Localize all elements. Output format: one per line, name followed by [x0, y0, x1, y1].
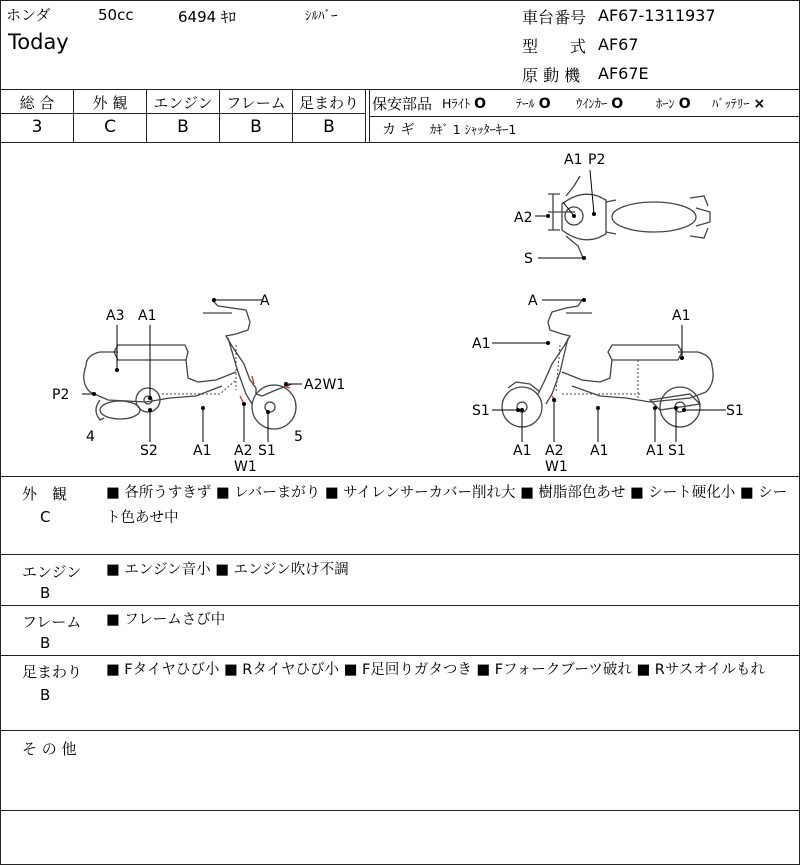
color: ｼﾙﾊﾞｰ — [305, 9, 338, 24]
maker: ホンダ — [6, 6, 51, 24]
diagram-label: A2W1 — [304, 377, 346, 393]
safety-item-horn — [656, 94, 691, 112]
grade-label-exterior: 外 観 — [92, 94, 128, 112]
diagram-label: A1 — [513, 443, 532, 459]
grade-value-suspension: B — [323, 117, 335, 137]
diagram-label: A1 — [138, 308, 157, 324]
diagram-label: S2 — [140, 443, 158, 459]
safety-item-mark: O — [611, 96, 624, 112]
grade-value-engine: B — [177, 117, 189, 137]
safety-item-headlight — [442, 94, 486, 112]
key-label: カ ギ — [382, 122, 415, 138]
damage-mark — [240, 376, 254, 404]
diagram-label: A1 — [672, 308, 691, 324]
section-label-other: そ の 他 — [22, 740, 77, 758]
safety-label: 保安部品 — [372, 95, 433, 113]
mileage: 6494 ｷﾛ — [178, 8, 236, 26]
displacement: 50cc — [98, 6, 134, 24]
diagram-label: A1 — [193, 443, 212, 459]
grade-label-suspension: 足まわり — [298, 94, 359, 112]
diagram-label: A1 — [590, 443, 609, 459]
diagram-label: P2 — [52, 387, 70, 403]
safety-item-mark: O — [538, 96, 551, 112]
safety-item-mark: × — [753, 96, 766, 112]
safety-item-tail — [516, 94, 551, 112]
diagram-label: S — [524, 251, 533, 267]
model-name: Today — [8, 30, 69, 54]
grade-value-frame: B — [250, 117, 262, 137]
safety-item-name: Hﾗｲﾄ — [442, 96, 471, 111]
diagram-label: A2 — [514, 210, 533, 226]
section-grade-suspension: B — [40, 686, 51, 704]
section-grade-engine: B — [40, 584, 51, 602]
diagram-label: A2 — [545, 443, 564, 459]
section-label-engine: エンジン — [22, 563, 82, 581]
diagram-label: A — [528, 293, 538, 309]
section-grade-exterior: C — [40, 508, 51, 526]
safety-item-name: ﾊﾞｯﾃﾘｰ — [712, 96, 750, 111]
engine-code: AF67E — [598, 64, 649, 83]
diagram-label: S1 — [472, 403, 490, 419]
diagram-label: W1 — [234, 459, 257, 475]
safety-item-mark: O — [474, 96, 487, 112]
section-text-suspension: ■ Fタイヤひび小 ■ Rタイヤひび小 ■ F足回りガタつき ■ Fフォークブーツ破れ ■ Rサスオイルもれ — [106, 662, 766, 678]
damage-diagram — [0, 143, 800, 476]
section-label-frame: フレーム — [22, 613, 82, 631]
section-label-suspension: 足まわり — [22, 663, 83, 681]
diagram-label: 5 — [294, 429, 303, 445]
diagram-label: A1 — [564, 152, 583, 168]
engine-label: 原 動 機 — [522, 66, 581, 85]
safety-item-winker — [576, 94, 623, 112]
safety-item-name: ｳｲﾝｶｰ — [576, 96, 608, 111]
safety-item-name: ﾎｰﾝ — [656, 96, 675, 111]
top-view-scooter — [548, 176, 710, 260]
safety-item-mark: O — [678, 96, 691, 112]
grade-label-overall: 総 合 — [19, 94, 55, 112]
diagram-label: P2 — [588, 152, 606, 168]
diagram-label: A1 — [646, 443, 665, 459]
diagram-label: A2 — [234, 443, 253, 459]
grade-value-overall: 3 — [31, 117, 43, 137]
key-value: ｶｷﾞ 1 ｼｬｯﾀｰｷｰ1 — [430, 122, 517, 137]
diagram-label: W1 — [545, 459, 568, 475]
model-code: AF67 — [598, 35, 639, 54]
diagram-label: A3 — [106, 308, 125, 324]
grade-label-engine: エンジン — [153, 94, 213, 112]
diagram-label: S1 — [726, 403, 744, 419]
section-grade-frame: B — [40, 634, 51, 652]
frame-no: AF67-1311937 — [598, 6, 716, 25]
section-text-frame: ■ フレームさび中 — [106, 612, 226, 628]
model-label: 型 式 — [522, 37, 587, 56]
diagram-label: S1 — [258, 443, 276, 459]
grade-value-exterior: C — [104, 117, 116, 137]
safety-item-name: ﾃｰﾙ — [516, 96, 535, 111]
grade-label-frame: フレーム — [226, 94, 286, 112]
diagram-label: A1 — [472, 336, 491, 352]
diagram-label: S1 — [668, 443, 686, 459]
section-label-exterior: 外 観 — [22, 485, 68, 503]
frame-no-label: 車台番号 — [522, 8, 587, 27]
section-text-exterior: ■ 各所うすきず ■ レバーまがり ■ サイレンサーカバー削れ大 ■ 樹脂部色あせ ■ シート硬化小 ■ シート色あせ中 — [106, 485, 788, 526]
diagram-label: A — [260, 293, 270, 309]
diagram-label: 4 — [86, 429, 95, 445]
safety-item-battery — [712, 94, 765, 112]
section-text-engine: ■ エンジン音小 ■ エンジン吹け不調 — [106, 562, 349, 578]
